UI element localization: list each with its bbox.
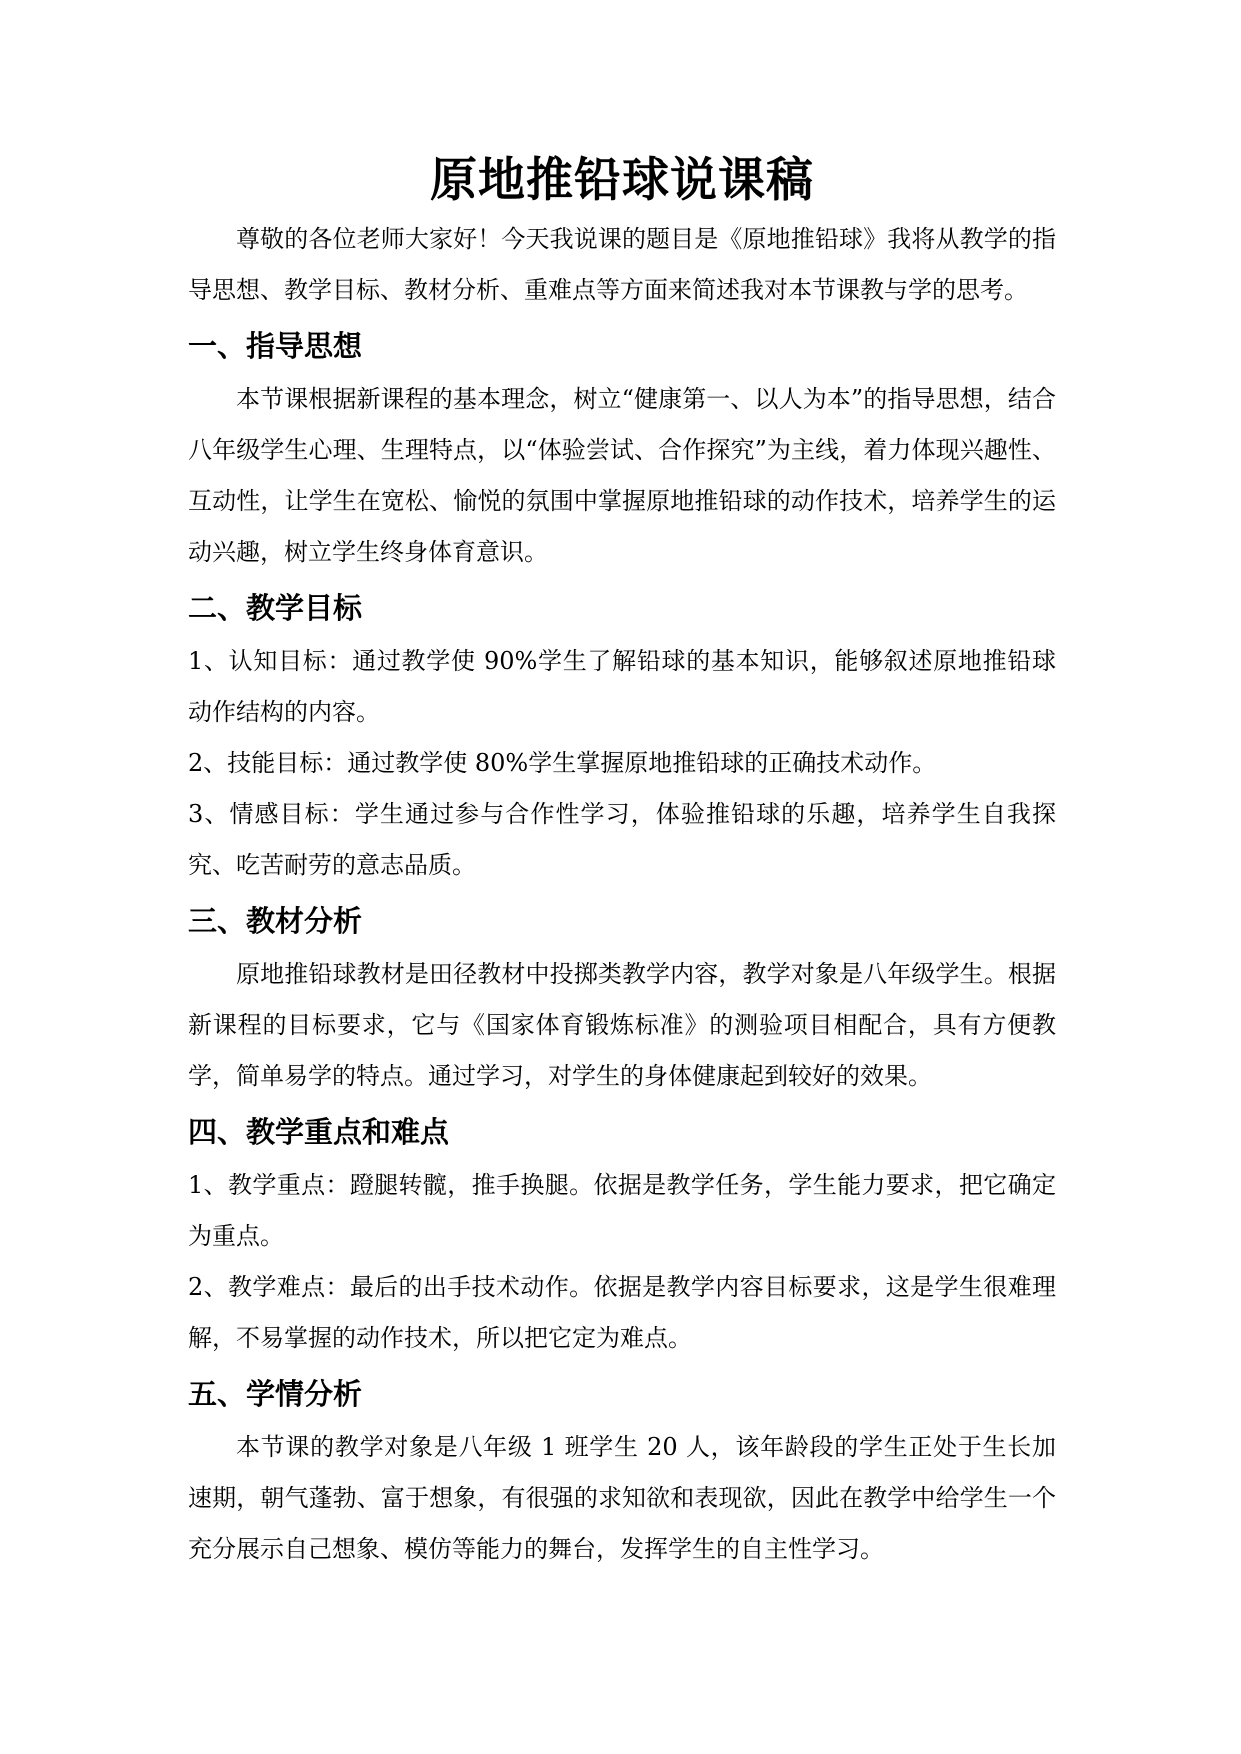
section-heading: 五、学情分析 xyxy=(188,1377,363,1411)
section-heading: 三、教材分析 xyxy=(188,904,363,938)
section-guiding-ideology xyxy=(188,326,1056,578)
section-paragraph: 本节课根据新课程的基本理念，树立“健康第一、以人为本”的指导思想，结合八年级学生心理、生理特点，以“体验尝试、合作探究”为主线，着力体现兴趣性、互动性，让学生在宽松、愉悦的氛围中掌握原地推铅球的动作技术，培养学生的运动兴趣，树立学生终身体育意识。 xyxy=(188,385,1056,566)
goal-item-cognitive: 1、认知目标：通过教学使 90%学生了解铅球的基本知识，能够叙述原地推铅球动作结构的内容。 xyxy=(188,647,1056,726)
section-key-points xyxy=(188,1112,1056,1364)
intro-paragraph: 尊敬的各位老师大家好！今天我说课的题目是《原地推铅球》我将从教学的指导思想、教学目标、教材分析、重难点等方面来简述我对本节课教与学的思考。 xyxy=(188,225,1056,304)
difficulty-item: 2、教学难点：最后的出手技术动作。依据是教学内容目标要求，这是学生很难理解，不易掌握的动作技术，所以把它定为难点。 xyxy=(188,1273,1056,1352)
document-title: 原地推铅球说课稿 xyxy=(430,153,814,208)
section-heading: 四、教学重点和难点 xyxy=(188,1115,450,1149)
document-page xyxy=(188,150,1056,1575)
section-teaching-goals xyxy=(188,588,1056,891)
section-paragraph: 本节课的教学对象是八年级 1 班学生 20 人，该年龄段的学生正处于生长加速期，朝气蓬勃、富于想象，有很强的求知欲和表现欲，因此在教学中给学生一个充分展示自己想象、模仿等能力的舞台，发挥学生的自主性学习。 xyxy=(188,1433,1056,1563)
section-heading: 二、教学目标 xyxy=(188,591,363,625)
section-paragraph: 原地推铅球教材是田径教材中投掷类教学内容，教学对象是八年级学生。根据新课程的目标要求，它与《国家体育锻炼标准》的测验项目相配合，具有方便教学，简单易学的特点。通过学习，对学生的身体健康起到较好的效果。 xyxy=(188,960,1056,1090)
section-material-analysis xyxy=(188,901,1056,1102)
section-student-analysis xyxy=(188,1374,1056,1575)
goal-item-skill: 2、技能目标：通过教学使 80%学生掌握原地推铅球的正确技术动作。 xyxy=(188,749,937,777)
key-point-item: 1、教学重点：蹬腿转髋，推手换腿。依据是教学任务，学生能力要求，把它确定为重点。 xyxy=(188,1171,1056,1250)
section-heading: 一、指导思想 xyxy=(188,329,363,363)
goal-item-emotional: 3、情感目标：学生通过参与合作性学习，体验推铅球的乐趣，培养学生自我探究、吃苦耐劳的意志品质。 xyxy=(188,800,1056,879)
